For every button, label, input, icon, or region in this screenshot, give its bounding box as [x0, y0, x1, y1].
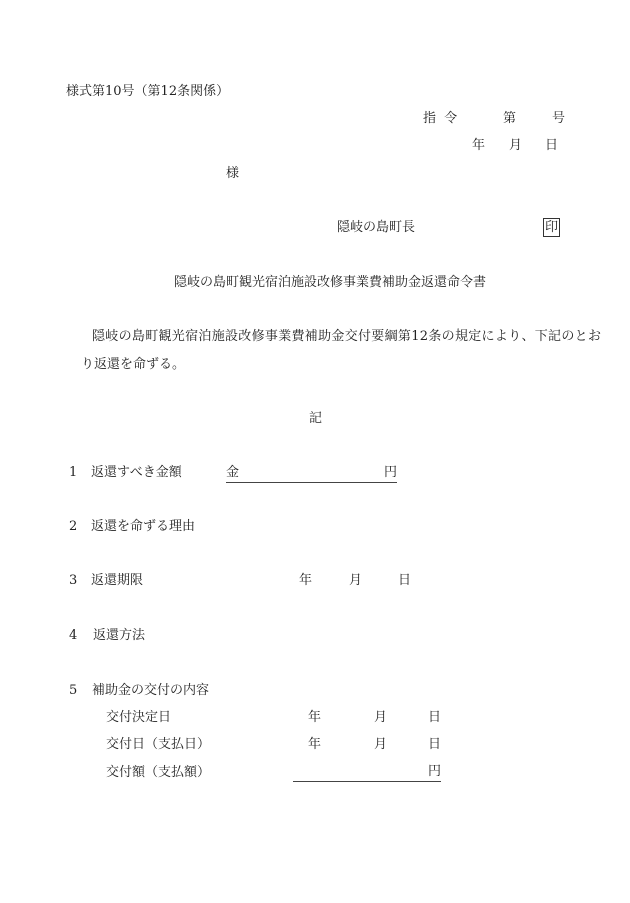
- form-number: 様式第10号（第12条関係）: [66, 84, 230, 99]
- payment-day: 日: [428, 737, 442, 752]
- ki-heading: 記: [309, 411, 323, 426]
- issue-month: 月: [509, 138, 523, 153]
- amount-prefix: 金: [226, 465, 240, 480]
- item-1-number: 1: [69, 465, 78, 480]
- grant-decision-year: 年: [308, 710, 322, 725]
- payment-amount-suffix: 円: [427, 764, 441, 779]
- item-3-label: 返還期限: [91, 573, 144, 588]
- item-5-number: 5: [69, 683, 78, 698]
- body-line-1: 隠岐の島町観光宿泊施設改修事業費補助金交付要綱第12条の規定により、下記のとお: [92, 329, 602, 344]
- deadline-year: 年: [299, 573, 313, 588]
- item-2-number: 2: [69, 519, 78, 534]
- payment-amount-label: 交付額（支払額）: [106, 765, 211, 780]
- seal-mark: 印: [545, 220, 559, 235]
- payment-date-label: 交付日（支払日）: [106, 737, 211, 752]
- issuer-name: 隠岐の島町長: [337, 220, 416, 235]
- item-4-label: 返還方法: [93, 628, 146, 643]
- amount-field: [226, 465, 397, 483]
- grant-decision-date-label: 交付決定日: [106, 710, 172, 725]
- item-1-label: 返還すべき金額: [91, 465, 182, 480]
- issue-year: 年: [472, 138, 486, 153]
- directive-dai: 第: [503, 111, 517, 126]
- issue-day: 日: [545, 138, 559, 153]
- directive-go: 号: [552, 111, 566, 126]
- item-5-label: 補助金の交付の内容: [92, 683, 210, 698]
- document-title: 隠岐の島町観光宿泊施設改修事業費補助金返還命令書: [174, 275, 487, 290]
- payment-year: 年: [308, 737, 322, 752]
- grant-decision-month: 月: [374, 710, 388, 725]
- item-2-label: 返還を命ずる理由: [91, 519, 196, 534]
- item-4-number: 4: [69, 628, 78, 643]
- deadline-month: 月: [349, 573, 363, 588]
- amount-suffix: 円: [383, 465, 397, 480]
- item-3-number: 3: [69, 573, 78, 588]
- deadline-day: 日: [398, 573, 412, 588]
- payment-month: 月: [374, 737, 388, 752]
- grant-decision-day: 日: [428, 710, 442, 725]
- addressee-suffix: 様: [226, 166, 240, 181]
- body-line-2: り返還を命ずる。: [81, 357, 186, 372]
- payment-amount-field: [293, 764, 441, 782]
- directive-label: 指 令: [423, 111, 460, 126]
